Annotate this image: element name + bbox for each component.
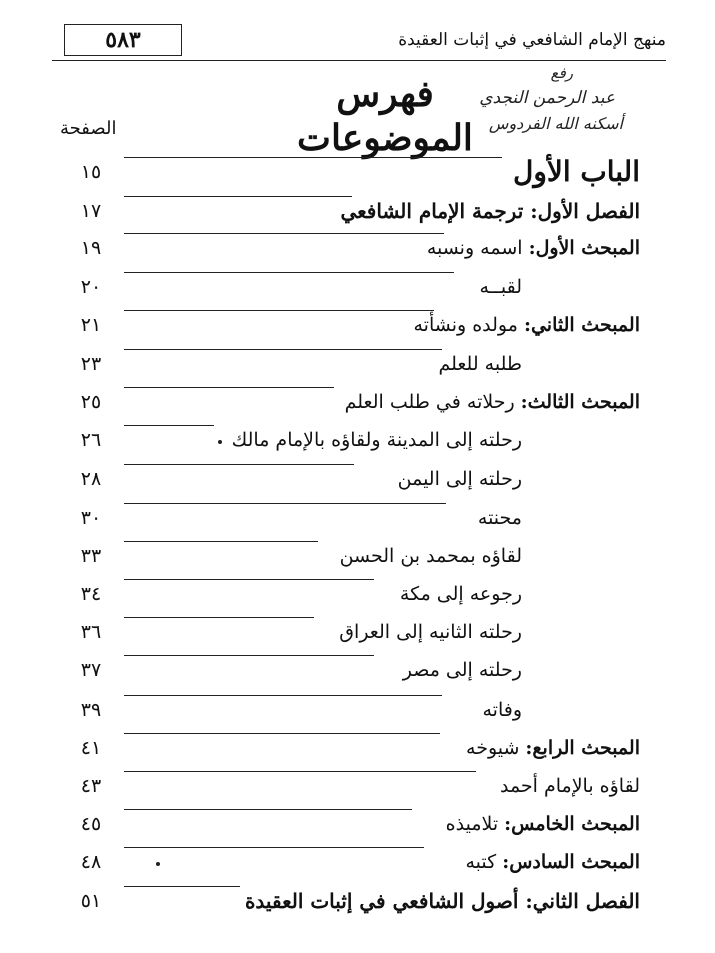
toc-leader <box>124 541 318 542</box>
stamp-line-1: رفع <box>550 64 573 82</box>
toc-page-number: ٢٥ <box>80 391 102 413</box>
page-header <box>52 24 666 61</box>
toc-title-text: الفصل الأول: ترجمة الإمام الشافعي <box>340 199 640 223</box>
toc-title-text: طلبه للعلم <box>438 353 522 375</box>
toc-section-label: المبحث الرابع: <box>525 737 640 759</box>
toc-page-number: ٣٧ <box>80 659 102 681</box>
toc-leader <box>124 349 442 350</box>
toc-entry <box>66 847 640 877</box>
stamp-line-3: أسكنه الله الفردوس <box>488 114 623 133</box>
toc-entry <box>66 695 640 725</box>
toc-entry-title <box>513 157 640 187</box>
toc-leader <box>124 733 440 734</box>
toc-entry-title <box>500 771 640 801</box>
toc-entry-title <box>414 310 641 340</box>
toc-title-text: لقاؤه بالإمام أحمد <box>499 775 640 797</box>
toc-page-number: ٢٣ <box>80 353 102 375</box>
toc-leader <box>124 809 412 810</box>
toc-page-number: ٣٩ <box>80 699 102 721</box>
toc-leader <box>124 157 502 158</box>
toc-entry <box>66 541 640 571</box>
toc-title-text: شيوخه <box>466 737 520 759</box>
toc-page-number: ١٧ <box>80 200 102 222</box>
page-number-box: ٥٨٣ <box>64 24 182 56</box>
toc-title-text: رحلته الثانيه إلى العراق <box>339 621 522 643</box>
toc-entry <box>66 310 640 340</box>
toc-leader <box>124 233 444 234</box>
toc-leader-dot <box>218 440 222 444</box>
toc-leader-dot <box>156 862 160 866</box>
toc-leader <box>124 847 424 848</box>
toc-leader <box>124 695 442 696</box>
toc-entry-title <box>340 541 522 571</box>
toc-leader <box>124 310 434 311</box>
toc-section-label: المبحث الثاني: <box>523 314 640 336</box>
toc-entry <box>66 503 640 533</box>
toc-entry-title <box>478 503 522 533</box>
toc-entry-title <box>400 579 522 609</box>
toc-leader <box>124 579 374 580</box>
toc-section-label: المبحث الخامس: <box>504 813 640 835</box>
toc-title-text: رحلته إلى اليمن <box>397 468 522 490</box>
toc-title-text: تلاميذه <box>445 813 499 835</box>
toc-title-text: وفاته <box>482 699 522 721</box>
toc-page-number: ١٥ <box>80 161 102 183</box>
toc-entry-title <box>245 886 640 916</box>
toc-page-number: ٤٣ <box>80 775 102 797</box>
toc-page-number: ١٩ <box>80 237 102 259</box>
toc-leader <box>124 425 214 426</box>
toc-page-number: ٢١ <box>80 314 102 336</box>
toc-leader <box>124 272 454 273</box>
toc-entry <box>66 809 640 839</box>
toc-page-number: ٤٥ <box>80 813 102 835</box>
toc-entry <box>66 464 640 494</box>
toc-entry-title <box>232 425 522 455</box>
toc-leader <box>124 771 476 772</box>
toc-entry <box>66 196 640 226</box>
toc-page-number: ٣٦ <box>80 621 102 643</box>
toc-entry <box>66 425 640 455</box>
toc-entry-title <box>466 847 641 877</box>
toc-entry <box>66 733 640 763</box>
toc-entry <box>66 655 640 685</box>
toc-title-text: لقبــه <box>479 276 522 298</box>
toc-entry-title <box>466 733 640 763</box>
toc-leader <box>124 387 334 388</box>
toc-leader <box>124 503 446 504</box>
toc-leader <box>124 886 240 887</box>
toc-entry <box>66 579 640 609</box>
toc-title-text: الفصل الثاني: أصول الشافعي في إثبات العقيدة <box>244 889 640 913</box>
toc-entry <box>66 272 640 302</box>
toc-title-text: رحلته إلى المدينة ولقاؤه بالإمام مالك <box>231 429 522 451</box>
running-title: منهج الإمام الشافعي في إثبات العقيدة <box>398 30 666 50</box>
signature-stamp <box>479 64 623 148</box>
toc-title-text: رحلته إلى مصر <box>402 659 522 681</box>
page-column-header: الصفحة <box>60 118 117 139</box>
toc-page-number: ٣٠ <box>80 507 102 529</box>
toc-title: فهرس الموضوعات <box>297 73 473 159</box>
toc-section-label: المبحث السادس: <box>502 851 640 873</box>
toc-entry-title <box>340 196 640 226</box>
toc-entry <box>66 387 640 417</box>
toc-entry-title <box>480 272 522 302</box>
toc-page-number: ٢٠ <box>80 276 102 298</box>
toc-page-number: ٣٤ <box>80 583 102 605</box>
toc-section-label: المبحث الثالث: <box>520 391 640 413</box>
toc-section-label: المبحث الأول: <box>528 237 640 259</box>
toc-entry <box>66 617 640 647</box>
toc-entry-title <box>339 617 522 647</box>
toc-title-text: مولده ونشأته <box>413 314 518 336</box>
toc-entry-title <box>427 233 640 263</box>
toc-page-number: ٤٨ <box>80 851 102 873</box>
toc-title-text: كتبه <box>465 851 497 873</box>
toc-page-number: ٢٦ <box>80 429 102 451</box>
toc-leader <box>124 196 352 197</box>
toc-leader <box>124 464 354 465</box>
toc-entry <box>66 157 640 187</box>
toc-leader <box>124 655 374 656</box>
toc-entry-title <box>403 655 522 685</box>
toc-title-text: الباب الأول <box>512 155 640 188</box>
toc-entry-title <box>398 464 522 494</box>
stamp-line-2: عبد الرحمن النجدي <box>479 88 615 108</box>
toc-entry <box>66 233 640 263</box>
toc-title-text: اسمه ونسبه <box>426 237 523 259</box>
toc-page-number: ٤١ <box>80 737 102 759</box>
toc-title-text: محنته <box>477 507 522 529</box>
toc-entry-title <box>482 695 522 725</box>
toc-entry-title <box>345 387 640 417</box>
toc-entry-title <box>446 809 640 839</box>
toc-title-text: رجوعه إلى مكة <box>399 583 522 605</box>
toc-page-number: ٥١ <box>80 890 102 912</box>
toc-entry <box>66 886 640 916</box>
toc-entry <box>66 349 640 379</box>
toc-entry-title <box>438 349 522 379</box>
toc-page-number: ٢٨ <box>80 468 102 490</box>
toc-entry <box>66 771 640 801</box>
toc-leader <box>124 617 314 618</box>
toc-title-text: رحلاته في طلب العلم <box>344 391 515 413</box>
toc-page-number: ٣٣ <box>80 545 102 567</box>
toc-title-text: لقاؤه بمحمد بن الحسن <box>339 545 522 567</box>
